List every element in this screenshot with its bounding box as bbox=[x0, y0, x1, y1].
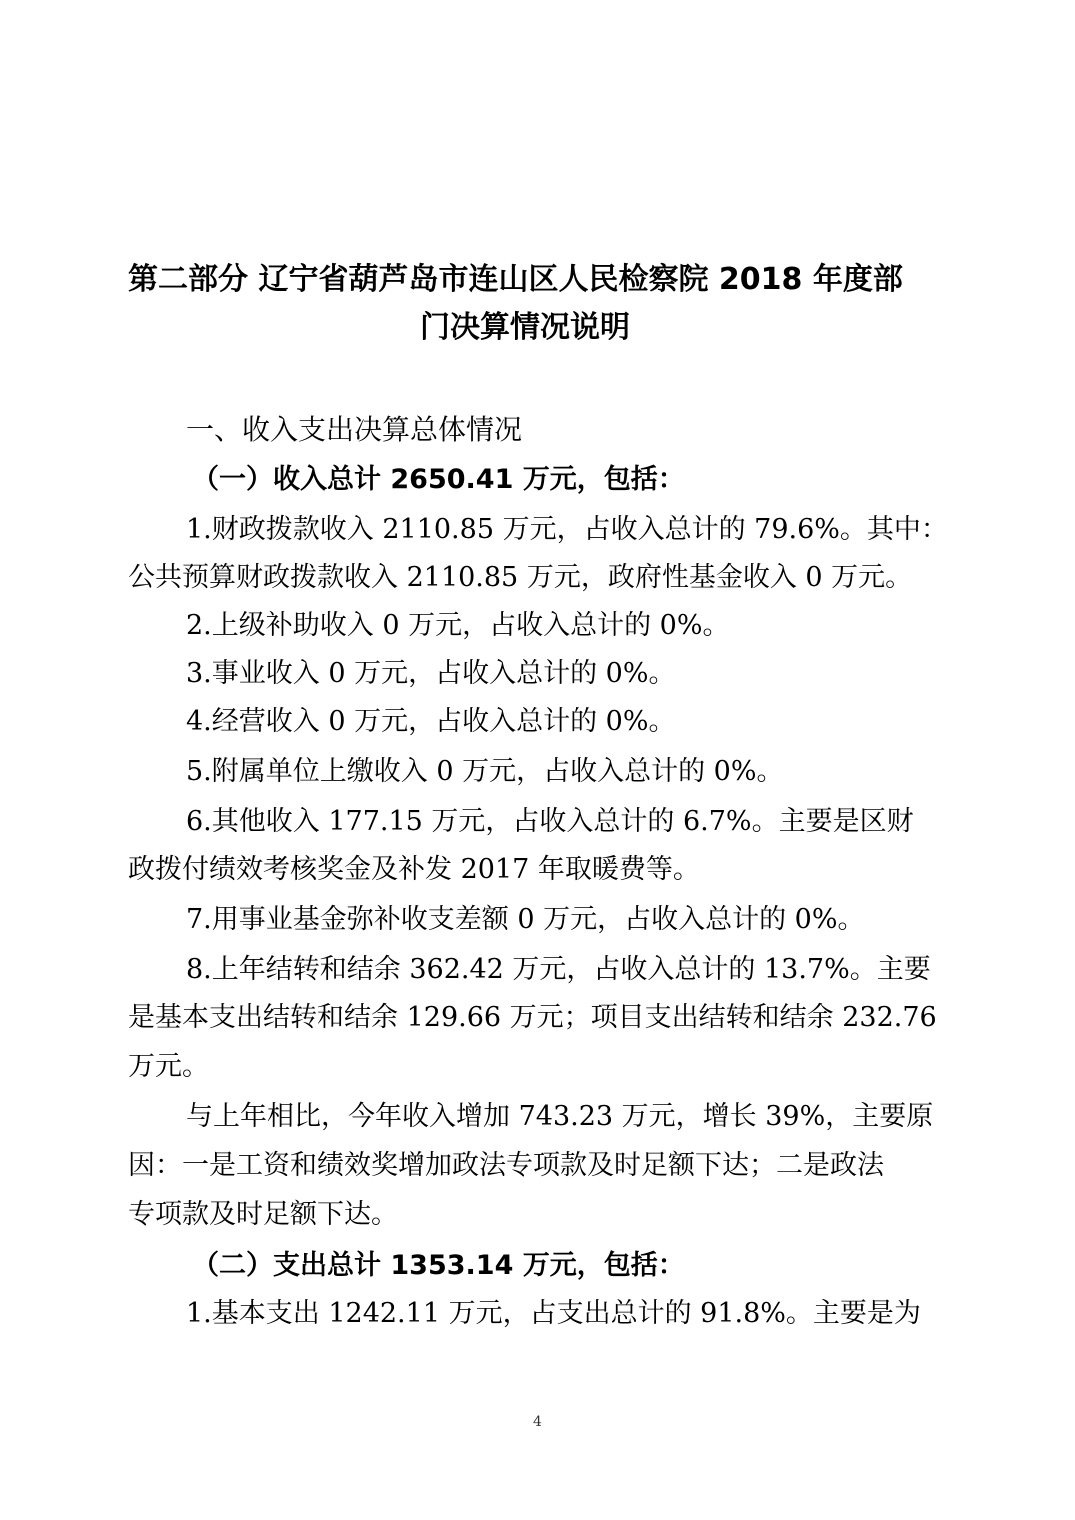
income-line-10: 8.上年结转和结余 362.42 万元，占收入总计的 13.7%。主要 bbox=[186, 954, 931, 985]
section-heading: 一、收入支出决算总体情况 bbox=[186, 413, 523, 446]
income-line-5: 4.经营收入 0 万元，占收入总计的 0%。 bbox=[186, 706, 676, 737]
comparison-line-1: 与上年相比，今年收入增加 743.23 万元，增长 39%，主要原 bbox=[186, 1101, 934, 1132]
expense-line-1: 1.基本支出 1242.11 万元，占支出总计的 91.8%。主要是为 bbox=[186, 1298, 921, 1329]
income-heading: （一）收入总计 2650.41 万元，包括： bbox=[192, 464, 685, 495]
comparison-line-2: 因：一是工资和绩效奖增加政法专项款及时足额下达；二是政法 bbox=[128, 1150, 884, 1181]
page-number: 4 bbox=[533, 1414, 542, 1430]
income-line-11: 是基本支出结转和结余 129.66 万元；项目支出结转和结余 232.76 bbox=[128, 1002, 937, 1033]
income-line-6: 5.附属单位上缴收入 0 万元，占收入总计的 0%。 bbox=[186, 756, 784, 787]
page-title-line-1: 第二部分 辽宁省葫芦岛市连山区人民检察院 2018 年度部 bbox=[128, 262, 903, 297]
income-line-1: 1.财政拨款收入 2110.85 万元，占收入总计的 79.6%。其中： bbox=[186, 514, 948, 545]
income-line-8: 政拨付绩效考核奖金及补发 2017 年取暖费等。 bbox=[128, 854, 700, 885]
income-line-7: 6.其他收入 177.15 万元，占收入总计的 6.7%。主要是区财 bbox=[186, 806, 914, 837]
page-title-line-2: 门决算情况说明 bbox=[420, 310, 630, 345]
income-line-2: 公共预算财政拨款收入 2110.85 万元，政府性基金收入 0 万元。 bbox=[128, 562, 913, 593]
income-line-12: 万元。 bbox=[128, 1051, 209, 1082]
expense-heading: （二）支出总计 1353.14 万元，包括： bbox=[192, 1250, 685, 1281]
income-line-9: 7.用事业基金弥补收支差额 0 万元，占收入总计的 0%。 bbox=[186, 904, 865, 935]
comparison-line-3: 专项款及时足额下达。 bbox=[128, 1199, 398, 1230]
income-line-4: 3.事业收入 0 万元，占收入总计的 0%。 bbox=[186, 658, 676, 689]
income-line-3: 2.上级补助收入 0 万元，占收入总计的 0%。 bbox=[186, 610, 730, 641]
